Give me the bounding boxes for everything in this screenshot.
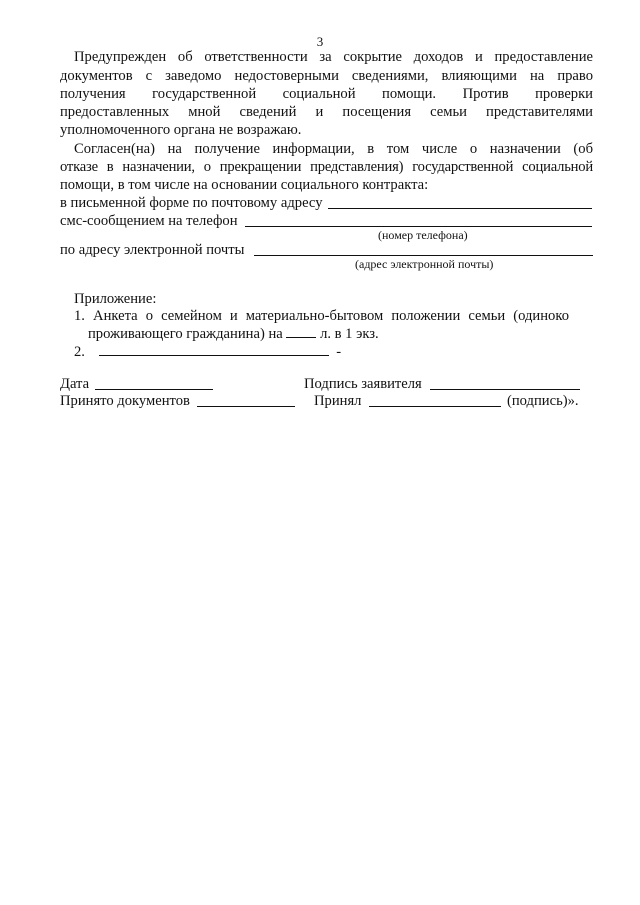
received-by-label: Принял <box>314 393 362 409</box>
warning-line-5: уполномоченного органа не возражаю. <box>60 122 302 138</box>
appendix-item-1-copies: л. в 1 экз. <box>320 326 379 342</box>
warning-line-3: получения государственной социальной помощи. Против проверки <box>60 86 593 102</box>
appendix-item-2-field[interactable] <box>99 343 329 356</box>
docs-received-label: Принято документов <box>60 393 190 409</box>
consent-line-3: помощи, в том числе на основании социального контракта: <box>60 177 429 193</box>
postal-address-label: в письменной форме по почтовому адресу <box>60 195 323 211</box>
signature-note: (подпись)». <box>507 393 579 409</box>
warning-line-1: Предупрежден об ответственности за сокрытие доходов и предоставление <box>74 49 593 65</box>
appendix-title: Приложение: <box>74 291 157 307</box>
applicant-signature-label: Подпись заявителя <box>304 376 422 392</box>
postal-address-field[interactable] <box>328 208 592 209</box>
page-number: 3 <box>316 34 324 49</box>
sms-phone-label: смс-сообщением на телефон <box>60 213 238 229</box>
appendix-item-2-number: 2. <box>74 344 85 360</box>
docs-received-field[interactable] <box>197 406 295 407</box>
email-label: по адресу электронной почты <box>60 242 245 258</box>
email-address-caption: (адрес электронной почты) <box>355 257 494 271</box>
received-by-field[interactable] <box>369 406 501 407</box>
sheets-count-field[interactable] <box>286 325 316 338</box>
date-label: Дата <box>60 376 90 392</box>
appendix-item-1-line-1: 1. Анкета о семейном и материально-бытовом положении семьи (одиноко <box>74 308 569 324</box>
appendix-item-2 <box>74 343 341 361</box>
applicant-signature-field[interactable] <box>430 389 580 390</box>
phone-number-caption: (номер телефона) <box>378 228 468 242</box>
appendix-item-1-text: проживающего гражданина) на <box>88 326 283 342</box>
appendix-item-1-line-2 <box>88 325 379 343</box>
consent-line-2: отказе в назначении, о прекращении представления) государственной социальной <box>60 159 593 175</box>
warning-line-2: документов с заведомо недостоверными сведениями, влияющими на право <box>60 68 593 84</box>
date-field[interactable] <box>95 389 213 390</box>
appendix-item-2-dash: - <box>336 344 342 360</box>
consent-line-1: Согласен(на) на получение информации, в том числе о назначении (об <box>74 141 593 157</box>
warning-line-4: предоставленных мной сведений и посещения семьи представителями <box>60 104 593 120</box>
